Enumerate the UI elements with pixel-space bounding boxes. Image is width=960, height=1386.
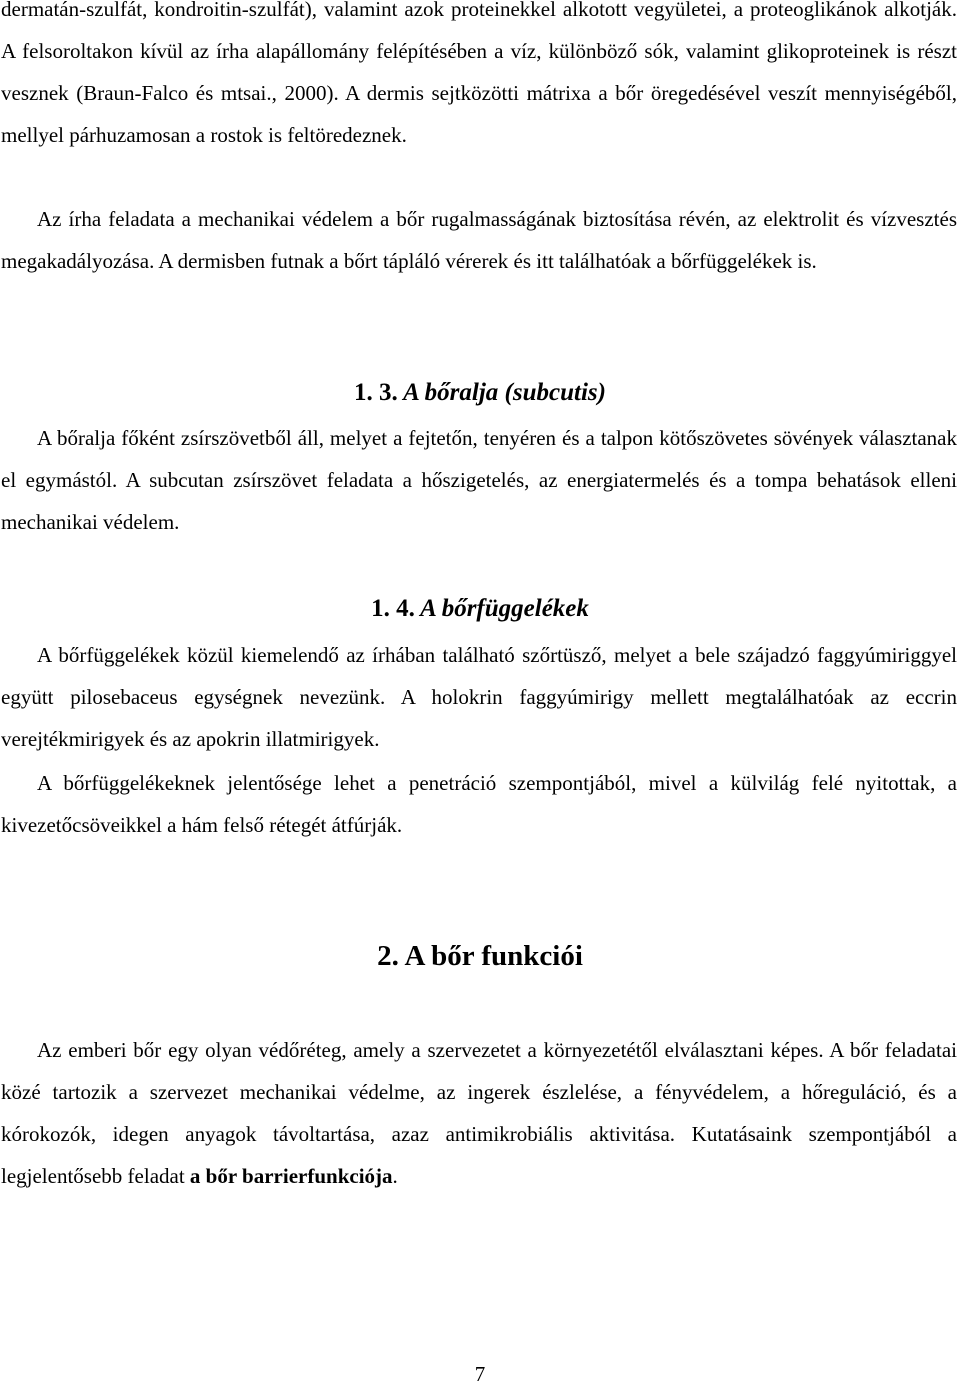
paragraph-appendages: A bőrfüggelékek közül kiemelendő az írhában található szőrtüsző, melyet a bele szájadzó faggyúmiriggyel együtt pilosebaceus egységnek nevezünk. A holokrin faggyúmirigy mellett megtalálhatóak az eccrin verejtékmirigyek és az apokrin illatmirigyek.: [1, 643, 957, 751]
paragraph-skin-functions: [1, 1029, 957, 1197]
paragraph-skin-functions-end: .: [392, 1164, 398, 1188]
heading-appendages: [0, 594, 960, 624]
paragraph-appendages-penetration: A bőrfüggelékeknek jelentősége lehet a penetráció szempontjából, mivel a külvilág felé nyitottak, a kivezetőcsöveikkel a hám felső rétegét átfúrják.: [1, 771, 957, 837]
heading-subcutis-number: 1. 3.: [354, 379, 398, 406]
page-number: 7: [474, 1362, 486, 1386]
heading-subcutis-title: A bőralja (subcutis): [403, 379, 606, 406]
heading-appendages-title: A bőrfüggelékek: [420, 595, 589, 622]
heading-subcutis: [0, 378, 960, 408]
heading-appendages-number: 1. 4.: [371, 595, 415, 622]
heading-skin-functions: 2. A bőr funkciói: [377, 940, 583, 972]
paragraph-dermis-function: Az írha feladata a mechanikai védelem a bőr rugalmasságának biztosítása révén, az elektrolit és vízvesztés megakadályozása. A dermisben futnak a bőrt tápláló vérerek és itt találhatóak a bőrfüggelékek is.: [1, 207, 957, 273]
barrier-function-emphasis: a bőr barrierfunkciója: [189, 1164, 393, 1188]
paragraph-subcutis: A bőralja főként zsírszövetből áll, melyet a fejtetőn, tenyéren és a talpon kötőszövetes sövények választanak el egymástól. A subcutan zsírszövet feladata a hőszigetelés, az energiatermelés és a tompa behatások elleni mechanikai védelem.: [1, 426, 957, 534]
paragraph-dermis-matrix: dermatán-szulfát, kondroitin-szulfát), valamint azok proteinekkel alkotott vegyületei, a proteoglikánok alkotják. A felsoroltakon kívül az írha alapállomány felépítésében a víz, különböző sók, valamint glikoproteinek is részt vesznek (Braun-Falco és mtsai., 2000). A dermis sejtközötti mátrixa a bőr öregedésével veszít mennyiségéből, mellyel párhuzamosan a rostok is feltöredeznek.: [1, 0, 957, 147]
paragraph-skin-functions-text: Az emberi bőr egy olyan védőréteg, amely a szervezetet a környezetétől elválasztani képes. A bőr feladatai közé tartozik a szervezet mechanikai védelme, az ingerek észlelése, a fényvédelem, a hőreguláció, és a kórokozók, idegen anyagok távoltartása, azaz antimikrobiális aktivitása. Kutatásaink szempontjából a legjelentősebb feladat: [1, 1038, 957, 1188]
